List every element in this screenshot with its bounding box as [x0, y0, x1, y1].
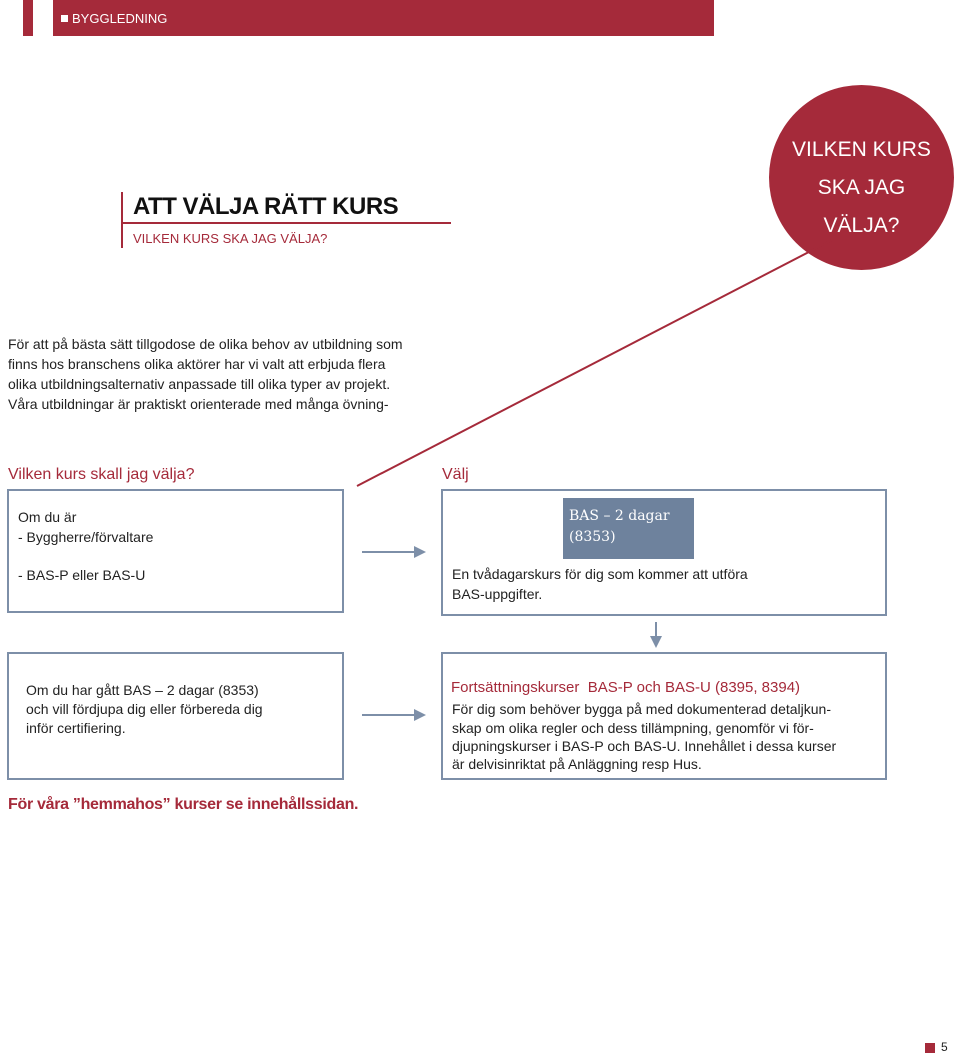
page-number: 5 — [941, 1040, 948, 1054]
badge-code: (8353) — [569, 529, 616, 545]
circle-line-3: VÄLJA? — [823, 214, 900, 237]
continuation-line: skap om olika regler och dess tillämpning, genomför vi för- — [452, 720, 814, 736]
continuation-box — [441, 652, 887, 780]
continuation-title: Fortsättningskurser BAS-P och BAS-U (8395, 8394) — [451, 679, 801, 696]
intro-line: För att på bästa sätt tillgodose de olika behov av utbildning som — [8, 336, 403, 352]
footer-note: För våra ”hemmahos” kurser se innehållssidan. — [8, 796, 359, 813]
circle-line-2: SKA JAG — [817, 176, 906, 199]
continuation-line: För dig som behöver bygga på med dokumenterad detaljkun- — [452, 701, 831, 717]
role-line: - Byggherre/förvaltare — [18, 529, 154, 545]
intro-line: finns hos branschens olika aktörer har vi valt att erbjuda flera — [8, 356, 386, 372]
followup-line: och vill fördjupa dig eller förbereda dig — [26, 701, 263, 717]
page-square-icon — [925, 1043, 935, 1053]
arrow-right-icon — [362, 546, 426, 558]
continuation-line: är delvisinriktat på Anläggning resp Hus. — [452, 756, 702, 772]
intro-line: olika utbildningsalternativ anpassade till olika typer av projekt. — [8, 376, 391, 392]
followup-line: inför certifiering. — [26, 720, 126, 736]
intro-line: Våra utbildningar är praktiskt orienterade med många övning- — [8, 396, 389, 412]
continuation-line: djupningskurser i BAS-P och BAS-U. Innehållet i dessa kurser — [452, 738, 837, 754]
page-subtitle: VILKEN KURS SKA JAG VÄLJA? — [133, 231, 328, 246]
page-title: ATT VÄLJA RÄTT KURS — [133, 193, 399, 220]
arrow-right-icon — [362, 709, 426, 721]
role-line: Om du är — [18, 509, 77, 525]
course-description: En tvådagarskurs för dig som kommer att utföra — [452, 566, 748, 582]
followup-box — [7, 652, 344, 780]
arrow-down-icon — [650, 622, 662, 648]
followup-line: Om du har gått BAS – 2 dagar (8353) — [26, 682, 259, 698]
role-line: - BAS-P eller BAS-U — [18, 567, 146, 583]
course-badge — [563, 498, 694, 559]
course-description: BAS-uppgifter. — [452, 586, 543, 602]
question-label: Vilken kurs skall jag välja? — [8, 466, 195, 483]
badge-title: BAS – 2 dagar — [569, 508, 670, 524]
choose-label: Välj — [442, 466, 469, 483]
circle-line-1: VILKEN KURS — [792, 138, 931, 161]
intro-paragraph — [8, 334, 448, 414]
role-box — [7, 489, 344, 613]
section-label: BYGGLEDNING — [72, 10, 168, 26]
